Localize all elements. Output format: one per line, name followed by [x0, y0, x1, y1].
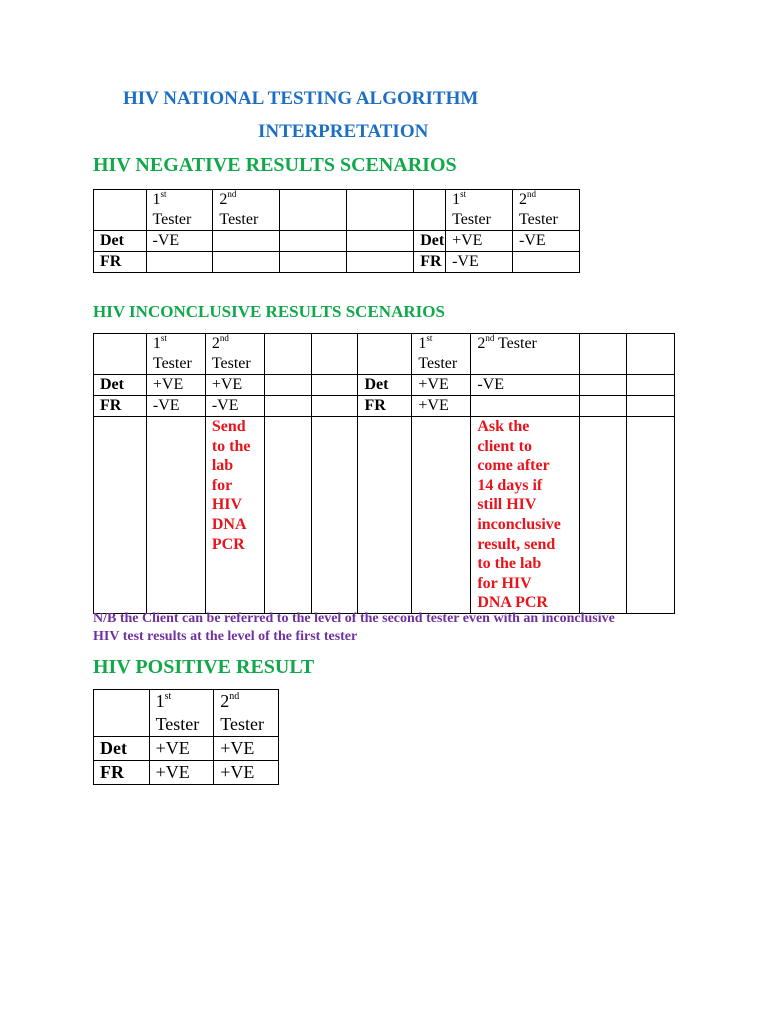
header-cell-empty — [94, 190, 147, 231]
cell-value: +VE — [412, 375, 471, 396]
row-label-det: Det — [414, 231, 446, 252]
empty-cell — [146, 252, 213, 273]
cell-value: -VE — [146, 396, 205, 417]
header-first-tester: 1st Tester — [446, 190, 513, 231]
row-label-det: Det — [358, 375, 412, 396]
inconclusive-heading: HIV INCONCLUSIVE RESULTS SCENARIOS — [93, 302, 445, 321]
header-first-tester: 1st Tester — [146, 334, 205, 375]
header-second-tester: 2nd Tester — [213, 190, 280, 231]
cell-value: +VE — [146, 375, 205, 396]
empty-cell — [580, 334, 627, 375]
empty-cell — [513, 252, 580, 273]
empty-cell — [311, 417, 358, 614]
empty-cell — [311, 375, 358, 396]
action-retest-after-14-days: Ask the client to come after 14 days if still HIV inconclusive result, send to the lab for HIV DNA PCR — [471, 417, 580, 614]
empty-cell — [311, 396, 358, 417]
empty-cell — [264, 396, 311, 417]
header-first-tester: 1st Tester — [146, 190, 213, 231]
header-second-tester: 2nd Tester — [471, 334, 580, 375]
negative-results-table — [93, 189, 580, 273]
empty-cell — [627, 417, 675, 614]
empty-cell — [213, 231, 280, 252]
row-label-det: Det — [94, 737, 150, 761]
empty-cell — [471, 396, 580, 417]
empty-cell — [347, 252, 414, 273]
cell-value: +VE — [149, 761, 214, 785]
empty-cell — [311, 334, 358, 375]
cell-value: +VE — [214, 761, 279, 785]
empty-cell — [146, 417, 205, 614]
negative-heading: HIV NEGATIVE RESULTS SCENARIOS — [93, 154, 457, 176]
header-second-tester: 2nd Tester — [214, 690, 279, 737]
empty-cell — [264, 334, 311, 375]
empty-cell — [347, 190, 414, 231]
empty-cell — [627, 375, 675, 396]
referral-note: N/B the Client can be referred to the level of the second tester even with an inconclusive HIV test results at the level of the first tester — [93, 611, 615, 644]
empty-cell — [280, 231, 347, 252]
cell-value: -VE — [471, 375, 580, 396]
header-second-tester: 2nd Tester — [513, 190, 580, 231]
header-first-tester: 1st Tester — [149, 690, 214, 737]
cell-value: +VE — [412, 396, 471, 417]
row-label-det: Det — [94, 231, 147, 252]
row-label-det: Det — [94, 375, 147, 396]
empty-cell — [358, 334, 412, 375]
row-label-fr: FR — [94, 252, 147, 273]
empty-cell — [358, 417, 412, 614]
row-label-fr: FR — [94, 396, 147, 417]
cell-value: -VE — [205, 396, 264, 417]
empty-cell — [280, 190, 347, 231]
empty-cell — [347, 231, 414, 252]
inconclusive-results-table — [93, 333, 675, 614]
header-cell-empty — [94, 334, 147, 375]
positive-heading: HIV POSITIVE RESULT — [93, 656, 315, 678]
empty-cell — [580, 375, 627, 396]
cell-value: +VE — [446, 231, 513, 252]
empty-cell — [580, 417, 627, 614]
empty-cell — [580, 396, 627, 417]
cell-value: -VE — [146, 231, 213, 252]
empty-cell — [213, 252, 280, 273]
empty-cell — [414, 190, 446, 231]
empty-cell — [264, 375, 311, 396]
cell-value: -VE — [446, 252, 513, 273]
empty-cell — [280, 252, 347, 273]
page-title: HIV NATIONAL TESTING ALGORITHM — [123, 88, 479, 109]
page-subtitle: INTERPRETATION — [258, 121, 429, 142]
empty-cell — [264, 417, 311, 614]
empty-cell — [627, 396, 675, 417]
empty-cell — [627, 334, 675, 375]
cell-value: -VE — [513, 231, 580, 252]
empty-cell — [412, 417, 471, 614]
empty-cell — [94, 417, 147, 614]
row-label-fr: FR — [414, 252, 446, 273]
cell-value: +VE — [214, 737, 279, 761]
cell-value: +VE — [205, 375, 264, 396]
row-label-fr: FR — [358, 396, 412, 417]
row-label-fr: FR — [94, 761, 150, 785]
positive-results-table — [93, 689, 279, 785]
header-first-tester: 1st Tester — [412, 334, 471, 375]
action-send-to-lab: Send to the lab for HIV DNA PCR — [205, 417, 264, 614]
cell-value: +VE — [149, 737, 214, 761]
header-second-tester: 2nd Tester — [205, 334, 264, 375]
header-cell-empty — [94, 690, 150, 737]
